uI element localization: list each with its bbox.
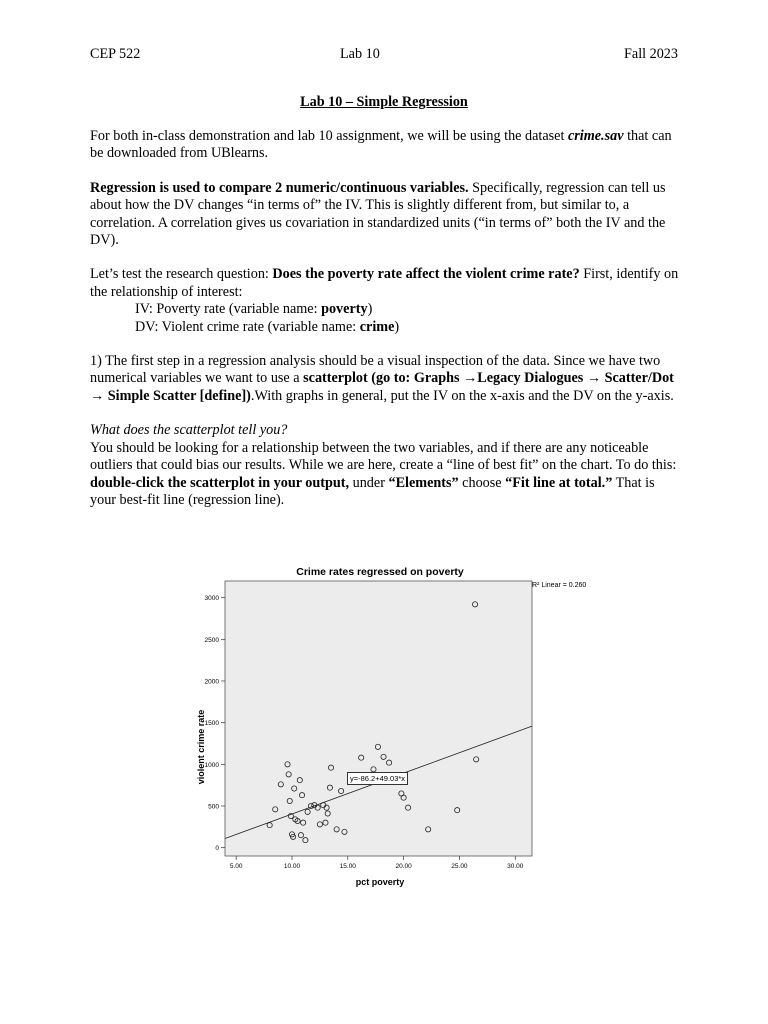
dataset-name: crime.sav xyxy=(567,128,624,144)
r-squared-label: R² Linear = 0.260 xyxy=(532,582,587,589)
scatterplot-chart xyxy=(180,560,600,895)
research-question-paragraph: Let’s test the research question: Does the poverty rate affect the violent crime rate? First, identify on the relationship of interest: xyxy=(90,266,679,300)
y-tick-label-1000: 1000 xyxy=(204,761,219,769)
y-tick-label-3000: 3000 xyxy=(204,595,219,603)
step1-paragraph: 1) The first step in a regression analysis should be a visual inspection of the data. Since we have two numerical variables we want to use a scatterplot (go to: Graphs →Legacy Dialogues → Scatter/Dot → Simple Scatter [define]).With graphs in general, put the IV on the x-axis and the DV on the y-axis. xyxy=(90,353,674,404)
regression-equation-label: y=-86.2+49.03*x xyxy=(347,772,408,785)
scatter-question: What does the scatterplot tell you? xyxy=(90,422,288,439)
x-tick-label-25: 25.00 xyxy=(451,863,468,870)
y-tick-label-2500: 2500 xyxy=(204,636,219,644)
plot-area xyxy=(225,581,532,856)
x-tick-label-5: 5.00 xyxy=(229,863,243,870)
header-term: Fall 2023 xyxy=(624,46,678,62)
chart-canvas xyxy=(180,560,600,895)
x-tick-label-30: 30.00 xyxy=(507,863,524,870)
y-tick-label-1500: 1500 xyxy=(204,720,219,728)
header-course: CEP 522 xyxy=(90,46,141,62)
intro-paragraph: For both in-class demonstration and lab 10 assignment, we will be using the dataset crime.sav that can be downloaded from UBlearns. xyxy=(90,128,672,162)
dv-line: DV: Violent crime rate (variable name: crime) xyxy=(135,318,400,335)
scatter-paragraph: You should be looking for a relationship between the two variables, and if there are any noticeable outliers that could bias our results. While we are here, create a “line of best fit” on the chart. To do this: double-click the scatterplot in your output, under “Elements” choose “Fit line at total.” That is your best-fit line (regression line). xyxy=(90,439,677,508)
y-tick-label-500: 500 xyxy=(208,803,219,811)
y-axis-label: violent crime rate xyxy=(196,709,206,785)
y-tick-label-0: 0 xyxy=(215,845,219,853)
y-tick-label-2000: 2000 xyxy=(204,678,219,686)
document-body xyxy=(90,128,680,509)
x-tick-label-15: 15.00 xyxy=(339,863,356,870)
iv-line: IV: Poverty rate (variable name: poverty) xyxy=(135,301,373,318)
x-tick-label-20: 20.00 xyxy=(395,863,412,870)
header-lab: Lab 10 xyxy=(340,46,380,62)
x-tick-label-10: 10.00 xyxy=(283,863,301,870)
regression-paragraph: Regression is used to compare 2 numeric/continuous variables. Specifically, regression can tell us about how the DV changes “in terms of” the IV. This is slightly different from, but similar to, a correlation. A correlation gives us covariation in standardized units (“in terms of” both the IV and the DV). xyxy=(90,179,666,249)
document-title: Lab 10 – Simple Regression xyxy=(300,94,468,110)
chart-title: Crime rates regressed on poverty xyxy=(296,566,464,578)
page-header xyxy=(90,46,678,66)
x-axis-label: pct poverty xyxy=(355,877,405,887)
